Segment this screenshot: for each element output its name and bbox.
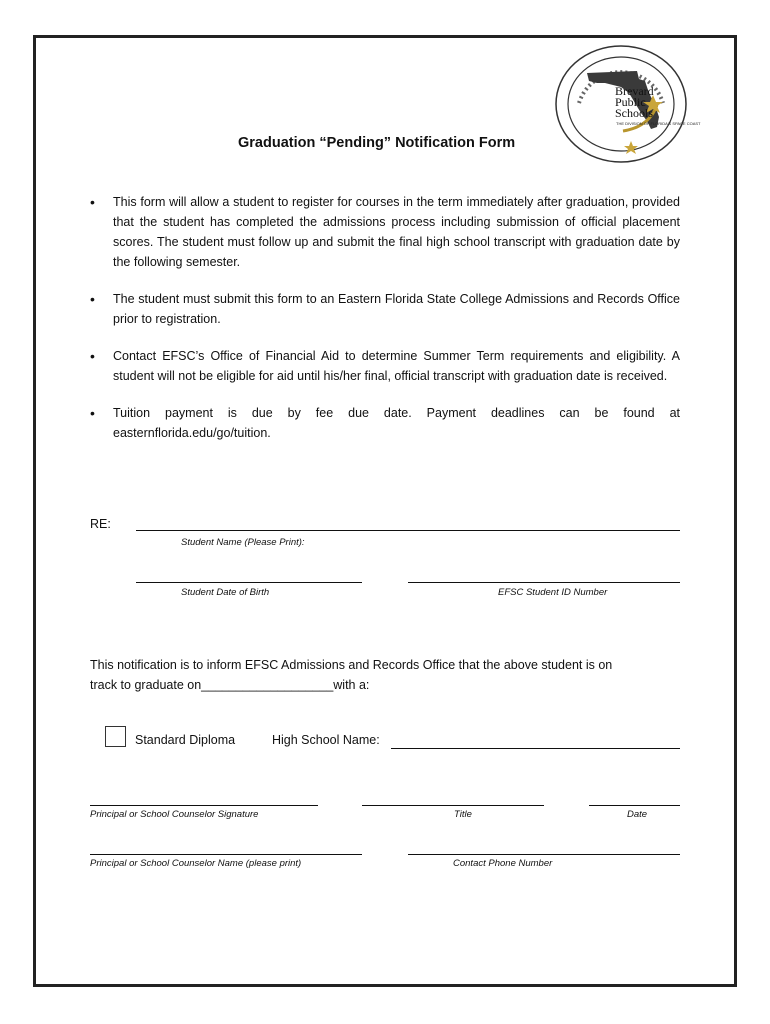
page-border xyxy=(33,35,737,987)
notification-text-line1: This notification is to inform EFSC Admissions and Records Office that the above student is on xyxy=(90,658,613,672)
brevard-schools-seal-logo xyxy=(553,43,701,165)
student-name-field[interactable] xyxy=(136,530,680,531)
standard-diploma-checkbox[interactable] xyxy=(105,726,126,747)
high-school-name-field[interactable] xyxy=(391,748,680,749)
efsc-student-id-field[interactable] xyxy=(408,582,680,583)
student-name-caption: Student Name (Please Print): xyxy=(181,537,305,548)
instruction-item: • The student must submit this form to an Eastern Florida State College Admissions and Records Office prior to registration. xyxy=(90,289,680,329)
seal-word-schools: Schools xyxy=(615,106,654,120)
notification-text-line2: track to graduate on___________________with a: xyxy=(90,678,370,692)
instruction-item: • Contact EFSC’s Office of Financial Aid to determine Summer Term requirements and eligibility. A student will not be eligible for aid until his/her final, official transcript with graduation date is received. xyxy=(90,346,680,386)
efsc-student-id-caption: EFSC Student ID Number xyxy=(498,587,608,598)
counselor-signature-field[interactable] xyxy=(90,805,318,806)
contact-phone-field[interactable] xyxy=(408,854,680,855)
title-caption: Title xyxy=(454,809,472,820)
high-school-name-label: High School Name: xyxy=(272,733,380,747)
student-dob-caption: Student Date of Birth xyxy=(181,587,270,598)
counselor-name-caption: Principal or School Counselor Name (please print) xyxy=(90,858,302,869)
student-dob-field[interactable] xyxy=(136,582,362,583)
seal-word-public: Public xyxy=(615,95,646,109)
form-title: Graduation “Pending” Notification Form xyxy=(238,135,516,151)
instruction-item: • This form will allow a student to register for courses in the term immediately after graduation, provided that the student has completed the admissions process including submission of official placement scores. The student must follow up and submit the final high school transcript with graduation date by the following semester. xyxy=(90,192,680,272)
title-field[interactable] xyxy=(362,805,544,806)
re-label: RE: xyxy=(90,517,111,531)
seal-word-brevard: Brevard xyxy=(615,84,654,98)
standard-diploma-label: Standard Diploma xyxy=(135,733,236,747)
instruction-list xyxy=(90,192,680,460)
seal-tagline: THE DIVISION OF FLORIDA'S SPACE COAST xyxy=(616,121,701,126)
date-field[interactable] xyxy=(589,805,680,806)
counselor-name-field[interactable] xyxy=(90,854,362,855)
date-caption: Date xyxy=(627,809,648,820)
counselor-signature-caption: Principal or School Counselor Signature xyxy=(90,809,259,820)
contact-phone-caption: Contact Phone Number xyxy=(453,858,553,869)
instruction-item: • Tuition payment is due by fee due date. Payment deadlines can be found at easternflorida.edu/go/tuition. xyxy=(90,403,680,443)
